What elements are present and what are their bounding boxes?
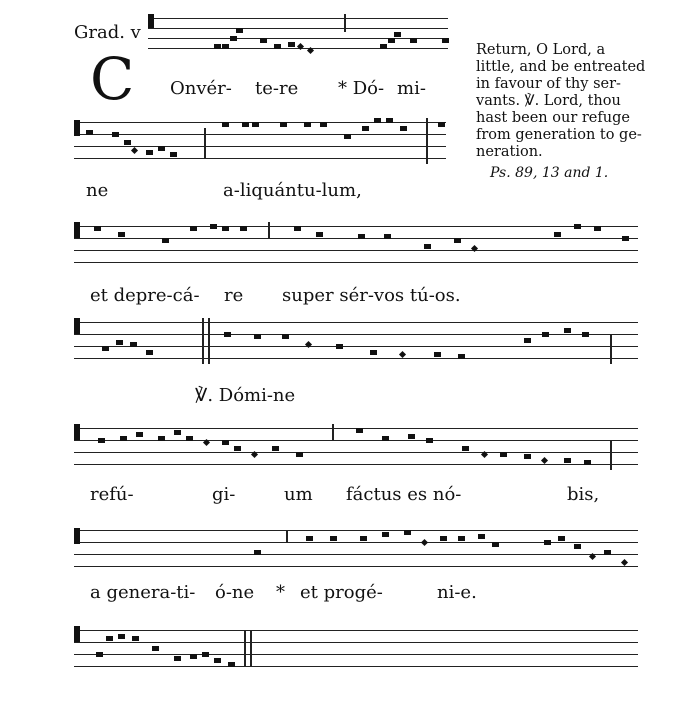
c-clef-icon (74, 528, 80, 544)
lyric-syllable: et depre-cá- (90, 285, 200, 306)
lyric-syllable: et progé- (300, 582, 383, 603)
psalm-citation: Ps. 89, 13 and 1. (490, 165, 609, 181)
lyric-syllable: ó-ne (215, 582, 255, 603)
staff-6 (74, 526, 638, 572)
translation-line: Return, O Lord, a (476, 42, 606, 58)
translation-text (476, 42, 646, 161)
lyric-syllable: Onvér- (170, 78, 232, 99)
translation-line: hast been our refuge (476, 110, 630, 126)
translation-line: neration. (476, 144, 543, 160)
c-clef-icon (148, 14, 154, 28)
translation-line: vants. ℣. Lord, thou (476, 93, 621, 109)
staff-2 (74, 118, 446, 164)
staff-3 (74, 222, 638, 268)
c-clef-icon (74, 222, 80, 238)
c-clef-icon (74, 318, 80, 334)
lyric-syllable: ne (86, 180, 109, 201)
translation-line: in favour of thy ser- (476, 76, 621, 92)
lyric-syllable: um (284, 484, 313, 505)
c-clef-icon (74, 120, 80, 136)
lyric-syllable: mi- (397, 78, 426, 99)
translation-line: from generation to ge- (476, 127, 642, 143)
lyric-syllable: super sér-vos tú-os. (282, 285, 461, 306)
staff-4 (74, 318, 638, 364)
lyric-syllable: * (276, 582, 285, 603)
c-clef-icon (74, 424, 80, 440)
chant-label: Grad. v (74, 22, 141, 43)
lyric-syllable: re (224, 285, 244, 306)
lyric-syllable: a genera-ti- (90, 582, 196, 603)
lyric-syllable: a-liquántu-lum, (223, 180, 362, 201)
lyric-syllable: * Dó- (338, 78, 385, 99)
staff-7 (74, 626, 638, 672)
lyric-syllable: fáctus es nó- (346, 484, 462, 505)
lyric-syllable: ℣. Dómi-ne (195, 385, 296, 406)
staff-1 (148, 14, 448, 52)
lyric-syllable: gi- (212, 484, 236, 505)
drop-capital: C (90, 45, 135, 113)
lyric-syllable: ni-e. (437, 582, 477, 603)
translation-line: little, and be entreated (476, 59, 646, 75)
c-clef-icon (74, 626, 80, 642)
staff-5 (74, 424, 638, 470)
lyric-syllable: refú- (90, 484, 134, 505)
lyric-syllable: te-re (255, 78, 299, 99)
lyric-syllable: bis, (567, 484, 600, 505)
